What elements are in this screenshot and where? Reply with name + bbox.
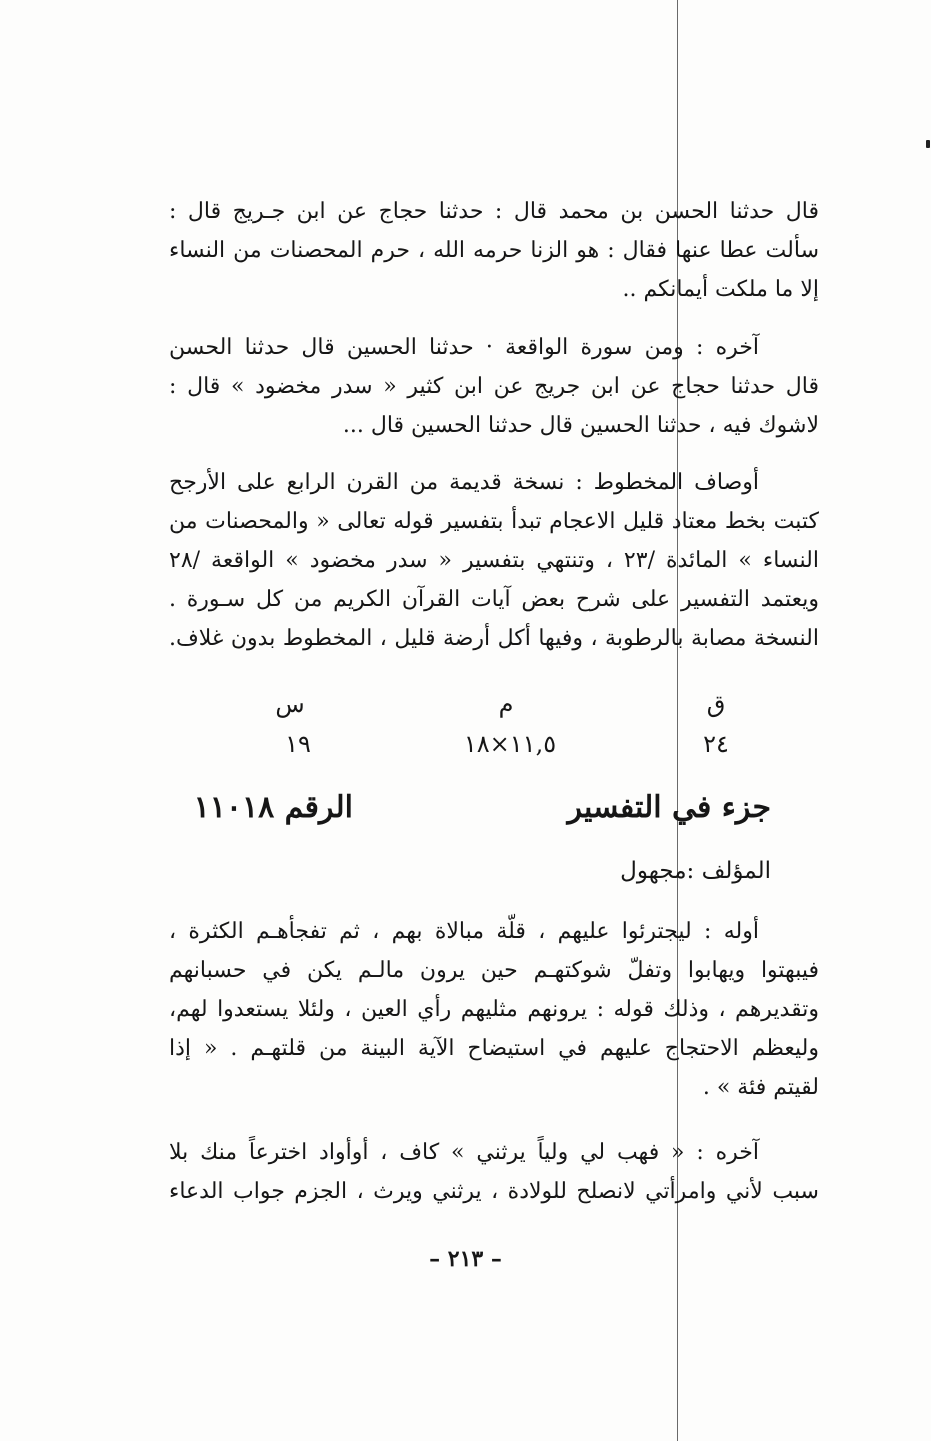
- text-line: كتبت بخط معتاد قليل الاعجام تبدأ بتفسير قوله تعالى « والمحصنات من: [169, 509, 819, 534]
- entry-author: المؤلف :مجهول: [620, 858, 771, 884]
- entry-opening: [169, 912, 819, 1107]
- page-number: – ٢١٣ –: [429, 1246, 502, 1272]
- size-value: ١١,٥×١٨: [463, 730, 557, 758]
- manuscript-description: [169, 463, 819, 658]
- folios-label: ق: [706, 690, 726, 718]
- text-line: أوله : ليجترئوا عليهم ، قلّة مبالاة بهم ، ثم تفجأهـم الكثرة ،: [169, 919, 759, 944]
- text-line: إلا ما ملكت أيمانكم ..: [622, 277, 819, 302]
- folios-value: ٢٤: [703, 730, 729, 758]
- text-line: سألت عطا عنها فقال : هو الزنا حرمه الله ، حرم المحصنات من النساء: [169, 238, 819, 263]
- text-line: النسخة مصابة بالرطوبة ، وفيها أكل أرضة قليل ، المخطوط بدون غلاف.: [169, 626, 819, 651]
- entry-number: الرقم ١١٠١٨: [193, 790, 353, 825]
- lines-label: س: [275, 690, 305, 718]
- text-line: النساء » المائدة /٢٣ ، وتنتهي بتفسير « سدر مخضود » الواقعة /٢٨: [169, 548, 819, 573]
- text-line: سبب لأني وامرأتي لانصلح للولادة ، يرثني ويرث ، الجزم جواب الدعاء: [169, 1179, 819, 1204]
- text-line: وتقديرهم ، وذلك قوله : يرونهم مثليهم رأي العين ، ولئلا يستعدوا لهم،: [169, 997, 819, 1022]
- text-line: قال حدثنا الحسن بن محمد قال : حدثنا حجاج عن ابن جـريج قال :: [169, 199, 819, 224]
- text-line: وليعظم الاحتجاج عليهم في استيضاح الآية البينة من قلتهـم . « إذا: [169, 1036, 819, 1061]
- text-line: ويعتمد التفسير على شرح بعض آيات القرآن الكريم من كل سـورة .: [169, 587, 819, 612]
- entry-ending: [169, 1133, 819, 1211]
- entry-title: جزء في التفسير: [567, 790, 771, 825]
- lines-value: ١٩: [285, 730, 311, 758]
- text-line: آخره : « فهب لي ولياً يرثني » كاف ، أوأواد اخترعاً منك بلا: [169, 1140, 759, 1165]
- text-line: آخره : ومن سورة الواقعة · حدثنا الحسين قال حدثنا الحسن: [169, 335, 759, 360]
- previous-entry-ending: [169, 328, 819, 445]
- previous-entry-text: [169, 192, 819, 309]
- text-line: لاشوك فيه ، حدثنا الحسين قال حدثنا الحسين قال ...: [342, 413, 819, 438]
- text-line: فيبهتوا ويهابوا وتفلّ شوكتهـم حين يرون مالـم يكن في حسبانهم: [169, 958, 819, 983]
- text-line: لقيتم فئة » .: [702, 1075, 819, 1100]
- scan-edge-mark: [926, 140, 930, 148]
- text-line: قال حدثنا حجاج عن ابن جريج عن ابن كثير « سدر مخضود » قال :: [169, 374, 819, 399]
- text-line: أوصاف المخطوط : نسخة قديمة من القرن الرابع على الأرجح: [169, 470, 759, 495]
- size-label: م: [498, 690, 514, 718]
